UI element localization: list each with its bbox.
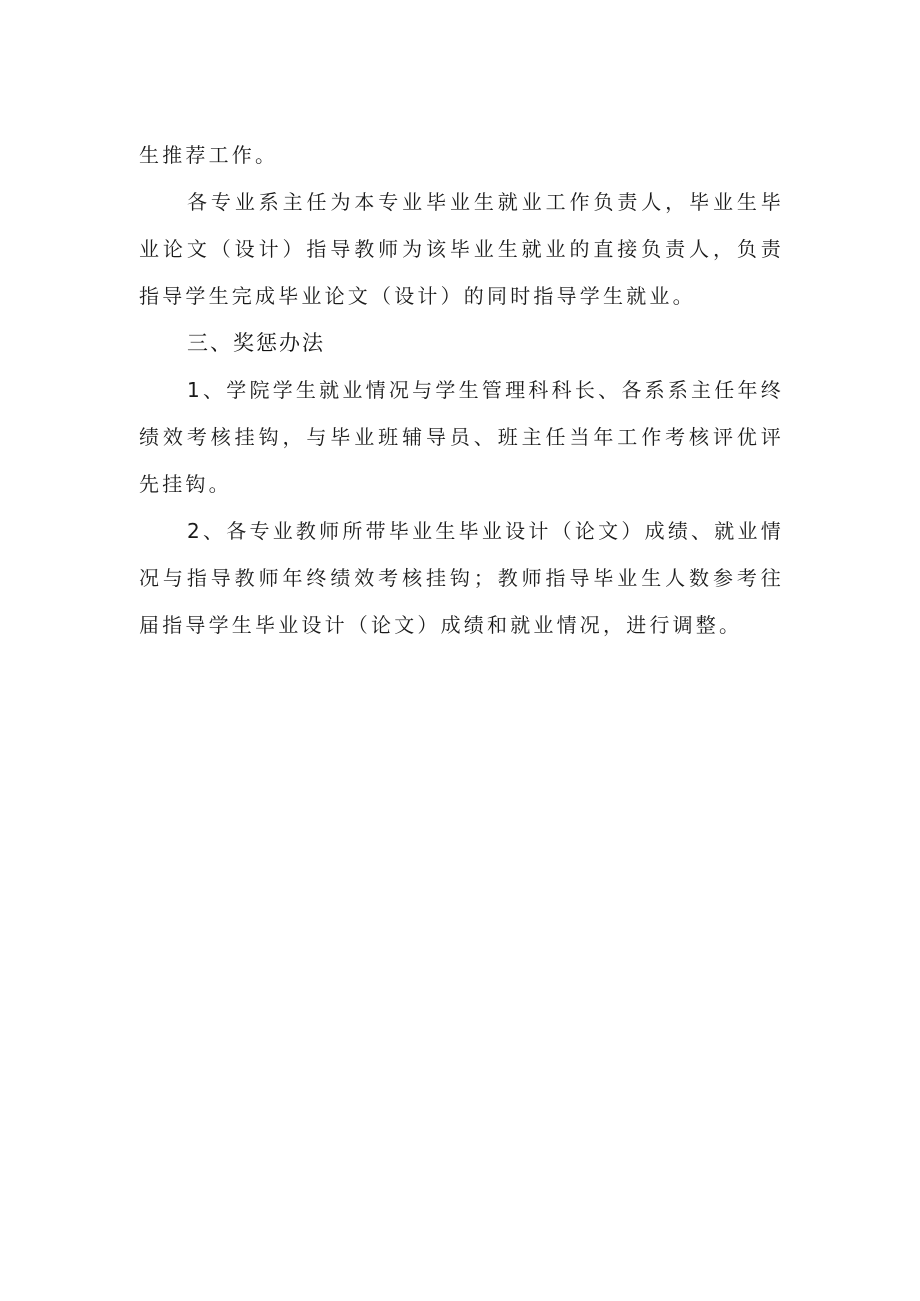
paragraph-responsibility: 各专业系主任为本专业毕业生就业工作负责人，毕业生毕业论文（设计）指导教师为该毕业生就业的直接负责人，负责指导学生完成毕业论文（设计）的同时指导学生就业。 [139, 190, 784, 308]
paragraph-item-1: 1、学院学生就业情况与学生管理科科长、各系系主任年终绩效考核挂钩，与毕业班辅导员、班主任当年工作考核评优评先挂钩。 [139, 378, 784, 496]
paragraph-continuation: 生推荐工作。 [139, 143, 279, 167]
document-body [139, 132, 784, 649]
section-heading-rewards-penalties: 三、奖惩办法 [187, 331, 325, 355]
paragraph-item-2: 2、各专业教师所带毕业生毕业设计（论文）成绩、就业情况与指导教师年终绩效考核挂钩；教师指导毕业生人数参考往届指导学生毕业设计（论文）成绩和就业情况，进行调整。 [139, 519, 784, 637]
